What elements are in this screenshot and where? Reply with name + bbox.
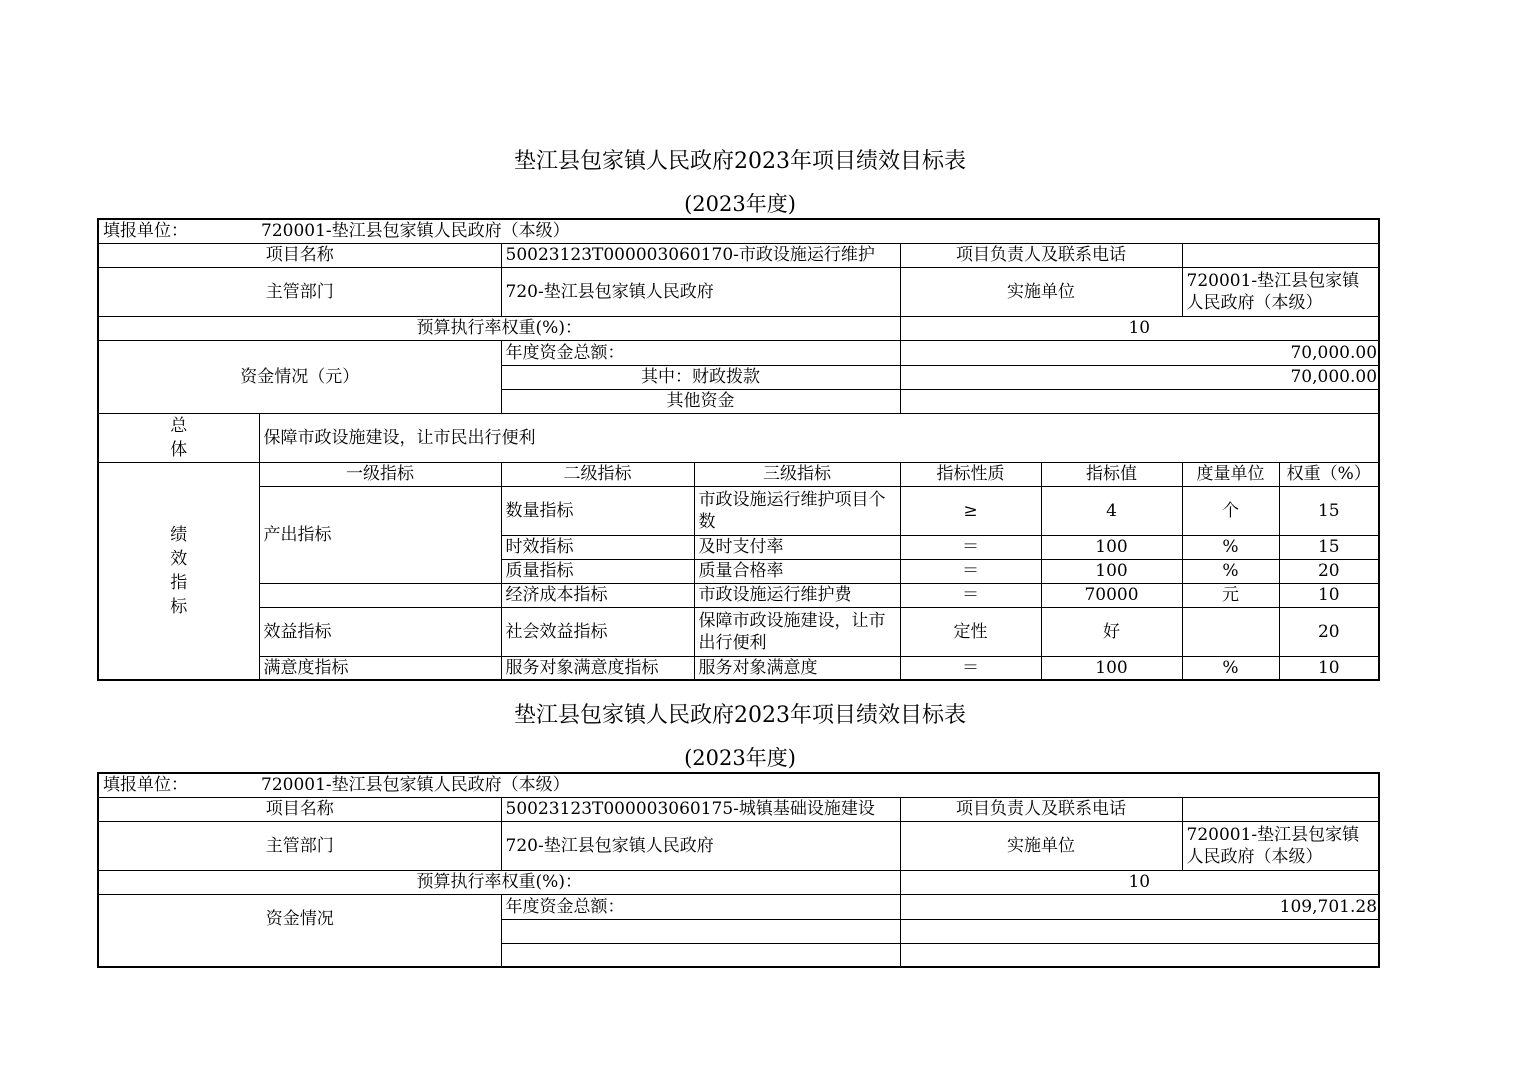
row-l2: 社会效益指标 <box>501 607 694 656</box>
header-l2: 二级指标 <box>501 462 694 486</box>
dept-value: 720-垫江县包家镇人民政府 <box>501 821 900 870</box>
contact-value <box>1182 797 1379 821</box>
project-name-value: 50023123T000003060175-城镇基础设施建设 <box>501 797 900 821</box>
filler-value: 720001-垫江县包家镇人民政府（本级） <box>261 775 570 796</box>
row-unit: 元 <box>1182 583 1279 607</box>
row-weight: 10 <box>1279 583 1379 607</box>
row-nature: ＝ <box>900 656 1041 680</box>
table2-subtitle: (2023年度) <box>684 746 796 770</box>
fund-total-value: 109,701.28 <box>900 894 1379 919</box>
table2-title: 垫江县包家镇人民政府2023年项目绩效目标表 <box>514 703 966 728</box>
budget-rate-value: 10 <box>900 316 1379 340</box>
row-nature: ＝ <box>900 559 1041 583</box>
row-unit: % <box>1182 559 1279 583</box>
fund-label: 资金情况 <box>98 894 501 967</box>
table1-title: 垫江县包家镇人民政府2023年项目绩效目标表 <box>514 149 966 174</box>
header-unit: 度量单位 <box>1182 462 1279 486</box>
overall-label: 总体 <box>98 413 259 462</box>
row-l1: 效益指标 <box>259 607 501 656</box>
fund-total-label: 年度资金总额： <box>501 894 900 919</box>
header-nature: 指标性质 <box>900 462 1041 486</box>
filler-value: 720001-垫江县包家镇人民政府（本级） <box>261 221 570 242</box>
impl-label: 实施单位 <box>900 821 1182 870</box>
header-l1: 一级指标 <box>259 462 501 486</box>
row-unit: % <box>1182 535 1279 559</box>
row-value: 4 <box>1041 486 1182 535</box>
row-l2: 时效指标 <box>501 535 694 559</box>
budget-rate-label: 预算执行率权重(%)： <box>98 316 900 340</box>
perf-label: 绩效指标 <box>98 462 259 680</box>
fund-other-value <box>900 943 1379 967</box>
performance-table-2 <box>97 772 1380 968</box>
row-l2: 经济成本指标 <box>501 583 694 607</box>
row-l3: 保障市政设施建设，让市出行便利 <box>694 607 900 656</box>
row-nature: ＝ <box>900 535 1041 559</box>
filler-label: 填报单位： <box>103 221 188 242</box>
fund-fiscal-label <box>501 919 900 943</box>
filler-row <box>98 773 1379 797</box>
project-name-label: 项目名称 <box>98 797 501 821</box>
row-value: 100 <box>1041 535 1182 559</box>
contact-label: 项目负责人及联系电话 <box>900 243 1182 267</box>
fund-total-value: 70,000.00 <box>900 340 1379 365</box>
row-l3: 市政设施运行维护项目个数 <box>694 486 900 535</box>
fund-total-label: 年度资金总额： <box>501 340 900 365</box>
row-value: 100 <box>1041 656 1182 680</box>
row-l2: 质量指标 <box>501 559 694 583</box>
fund-fiscal-label: 其中：财政拨款 <box>501 365 900 389</box>
row-l3: 质量合格率 <box>694 559 900 583</box>
row-l1: 满意度指标 <box>259 656 501 680</box>
table1-subtitle: (2023年度) <box>684 192 796 216</box>
row-unit: % <box>1182 656 1279 680</box>
row-l3: 及时支付率 <box>694 535 900 559</box>
row-l1: 产出指标 <box>259 486 501 583</box>
row-l2: 服务对象满意度指标 <box>501 656 694 680</box>
filler-label: 填报单位： <box>103 775 188 796</box>
header-value: 指标值 <box>1041 462 1182 486</box>
row-value: 70000 <box>1041 583 1182 607</box>
row-value: 好 <box>1041 607 1182 656</box>
row-weight: 15 <box>1279 486 1379 535</box>
dept-label: 主管部门 <box>98 821 501 870</box>
dept-label: 主管部门 <box>98 267 501 316</box>
project-name-value: 50023123T000003060170-市政设施运行维护 <box>501 243 900 267</box>
row-l3: 服务对象满意度 <box>694 656 900 680</box>
row-weight: 15 <box>1279 535 1379 559</box>
row-unit: 个 <box>1182 486 1279 535</box>
row-weight: 20 <box>1279 559 1379 583</box>
impl-label: 实施单位 <box>900 267 1182 316</box>
row-weight: 20 <box>1279 607 1379 656</box>
overall-value: 保障市政设施建设，让市民出行便利 <box>259 413 1379 462</box>
row-weight: 10 <box>1279 656 1379 680</box>
fund-label: 资金情况（元） <box>98 340 501 413</box>
row-l3: 市政设施运行维护费 <box>694 583 900 607</box>
row-nature: ≥ <box>900 486 1041 535</box>
row-nature: ＝ <box>900 583 1041 607</box>
budget-rate-value: 10 <box>900 870 1379 894</box>
header-weight: 权重（%） <box>1279 462 1379 486</box>
impl-value: 720001-垫江县包家镇人民政府（本级） <box>1182 267 1379 316</box>
budget-rate-label: 预算执行率权重(%)： <box>98 870 900 894</box>
fund-other-label <box>501 943 900 967</box>
fund-fiscal-value: 70,000.00 <box>900 365 1379 389</box>
row-value: 100 <box>1041 559 1182 583</box>
impl-value: 720001-垫江县包家镇人民政府（本级） <box>1182 821 1379 870</box>
header-l3: 三级指标 <box>694 462 900 486</box>
dept-value: 720-垫江县包家镇人民政府 <box>501 267 900 316</box>
row-l2: 数量指标 <box>501 486 694 535</box>
fund-fiscal-value <box>900 919 1379 943</box>
row-nature: 定性 <box>900 607 1041 656</box>
project-name-label: 项目名称 <box>98 243 501 267</box>
fund-other-label: 其他资金 <box>501 389 900 413</box>
contact-label: 项目负责人及联系电话 <box>900 797 1182 821</box>
